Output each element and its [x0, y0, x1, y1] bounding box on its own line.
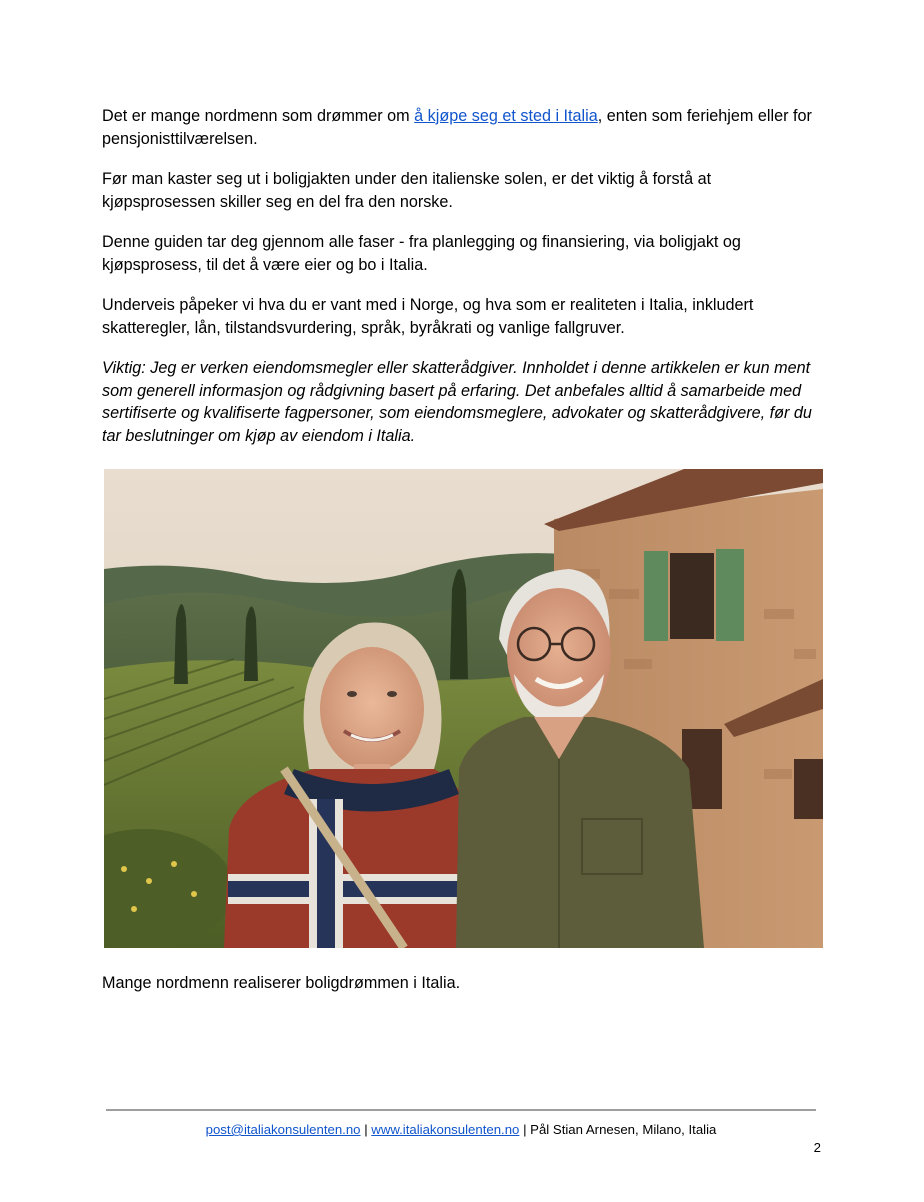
intro-text-start: Det er mange nordmenn som drømmer om [102, 107, 415, 125]
photo-caption: Mange nordmenn realiserer boligdrømmen i Italia. [102, 974, 461, 992]
paragraph-norway-vs-italy: Underveis påpeker vi hva du er vant med i Norge, og hva som er realiteten i Italia, inkludert skatteregler, lån, tilstandsvurdering, språk, byråkrati og vanlige fallgruver. [102, 296, 754, 337]
paragraph-buying-process: Før man kaster seg ut i boligjakten under den italienske solen, er det viktig å forstå at kjøpsprosessen skiller seg en del fra den norske. [102, 170, 712, 211]
paragraph-guide-overview: Denne guiden tar deg gjennom alle faser - fra planlegging og finansiering, via boligjakt og kjøpsprosess, til det å være eier og bo i Italia. [102, 233, 741, 274]
footer-separator: | [364, 1122, 368, 1137]
article-body [102, 105, 822, 465]
footer-author: Pål Stian Arnesen, Milano, Italia [530, 1122, 717, 1137]
disclaimer-paragraph: Viktig: Jeg er verken eiendomsmegler eller skatterådgiver. Innholdet i denne artikkelen er kun ment som generell informasjon og rådgivning basert på erfaring. Det anbefales alltid å samarbeide med sertifiserte og kvalifiserte fagpersoner, som eiendomsmeglere, advokater og skatterådgivere, før du tar beslutninger om kjøp av eiendom i Italia. [102, 359, 812, 445]
footer-divider [106, 1109, 816, 1111]
buy-home-in-italy-link[interactable]: å kjøpe seg et sted i Italia [414, 107, 598, 125]
email-link[interactable]: post@italiakonsulenten.no [205, 1122, 361, 1137]
couple-photo [104, 469, 823, 948]
page-footer [106, 1121, 816, 1138]
website-link[interactable]: www.italiakonsulenten.no [371, 1122, 520, 1137]
footer-separator: | [523, 1122, 527, 1137]
paragraph-intro [102, 105, 822, 150]
page-number: 2 [813, 1140, 821, 1155]
intro-text-end: , enten som feriehjem eller for pensjonisttilværelsen. [102, 107, 812, 148]
